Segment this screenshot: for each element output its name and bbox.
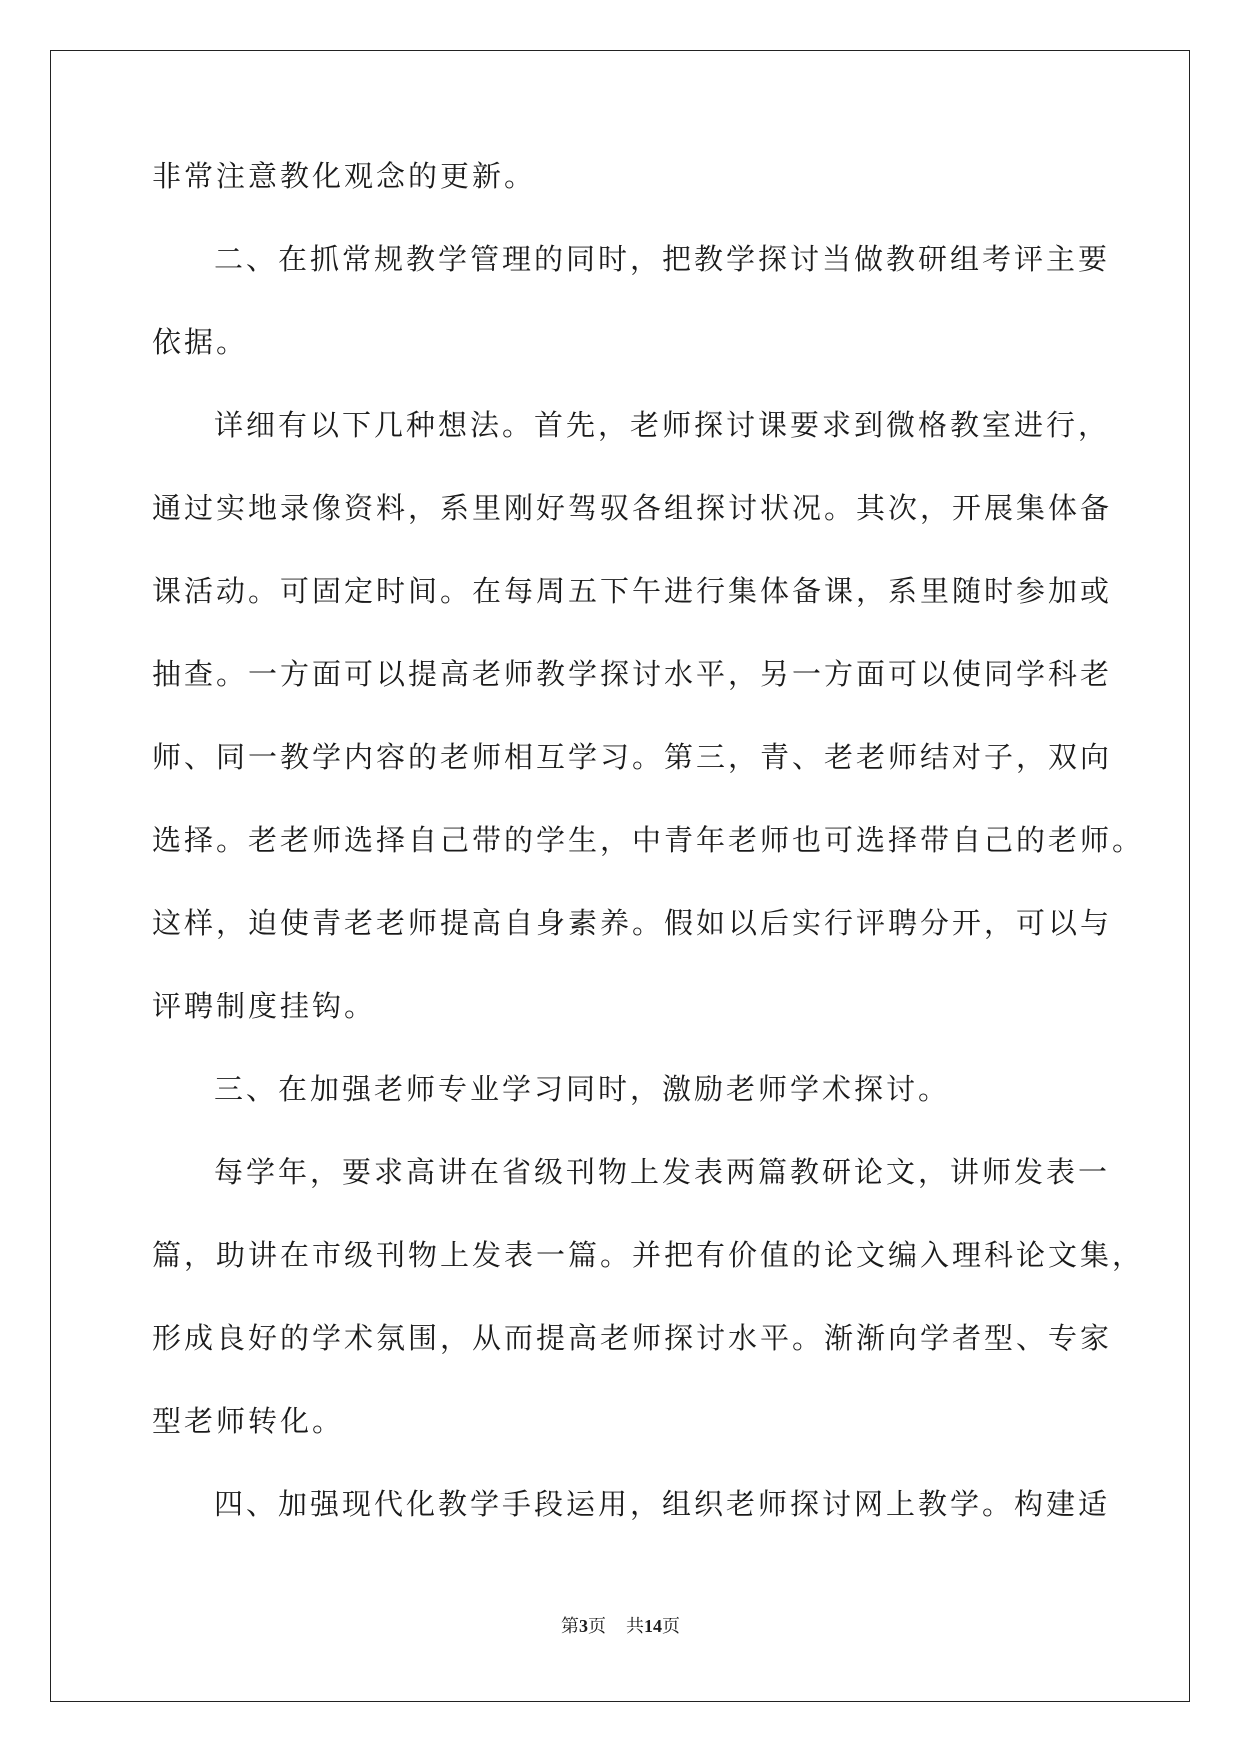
text-line-14: 篇，助讲在市级刊物上发表一篇。并把有价值的论文编入理科论文集， — [152, 1238, 1145, 1272]
text-line-11: 评聘制度挂钩。 — [152, 989, 377, 1023]
text-line-15: 形成良好的学术氛围，从而提高老师探讨水平。渐渐向学者型、专家 — [152, 1321, 1113, 1355]
text-line-12: 三、在加强老师专业学习同时，激励老师学术探讨。 — [214, 1072, 951, 1106]
text-line-16: 型老师转化。 — [152, 1404, 345, 1438]
page-suffix: 页 — [588, 1616, 606, 1636]
total-pages: 14 — [644, 1616, 662, 1636]
text-line-7: 抽查。一方面可以提高老师教学探讨水平，另一方面可以使同学科老 — [152, 657, 1113, 691]
page-number: 3 — [579, 1616, 588, 1636]
document-body — [152, 156, 1145, 1567]
text-line-8: 师、同一教学内容的老师相互学习。第三，青、老老师结对子，双向 — [152, 740, 1113, 774]
text-line-17: 四、加强现代化教学手段运用，组织老师探讨网上教学。构建适 — [214, 1487, 1111, 1521]
text-line-2: 二、在抓常规教学管理的同时，把教学探讨当做教研组考评主要 — [214, 242, 1111, 276]
text-line-1: 非常注意教化观念的更新。 — [152, 159, 537, 193]
text-line-3: 依据。 — [152, 325, 249, 359]
text-line-9: 选择。老老师选择自己带的学生，中青年老师也可选择带自己的老师。 — [152, 823, 1145, 857]
text-line-5: 通过实地录像资料，系里刚好驾驭各组探讨状况。其次，开展集体备 — [152, 491, 1113, 525]
page-footer — [0, 1612, 1241, 1638]
text-line-6: 课活动。可固定时间。在每周五下午进行集体备课，系里随时参加或 — [152, 574, 1113, 608]
page-prefix: 第 — [561, 1616, 579, 1636]
text-line-4: 详细有以下几种想法。首先，老师探讨课要求到微格教室进行， — [214, 408, 1111, 442]
total-prefix: 共 — [626, 1616, 644, 1636]
total-suffix: 页 — [662, 1616, 680, 1636]
text-line-13: 每学年，要求高讲在省级刊物上发表两篇教研论文，讲师发表一 — [214, 1155, 1111, 1189]
text-line-10: 这样，迫使青老老师提高自身素养。假如以后实行评聘分开，可以与 — [152, 906, 1113, 940]
